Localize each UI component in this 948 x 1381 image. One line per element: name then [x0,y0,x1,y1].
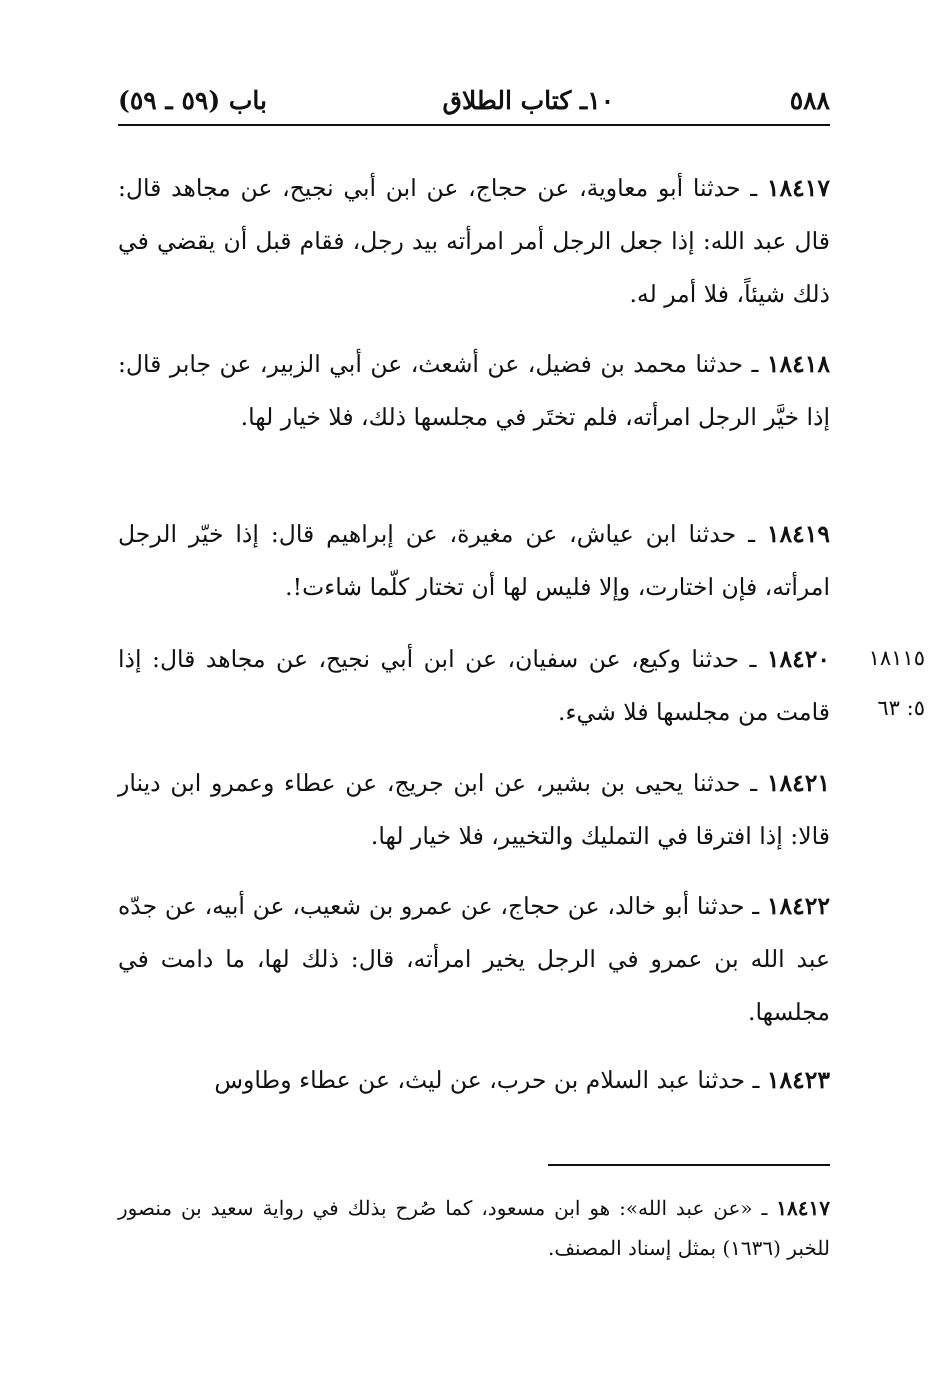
page-header [118,78,830,122]
hadith-number: ١٨٤٢٣ [766,1066,830,1094]
header-divider [118,124,830,126]
chapter-title: باب (٥٩ ـ ٥٩) [118,85,267,115]
hadith-number: ١٨٤١٨ [766,350,830,378]
hadith-text: ـ حدثنا عبد السلام بن حرب، عن ليث، عن عطاء وطاوس [214,1066,767,1094]
hadith-number: ١٨٤٢٢ [766,892,830,920]
hadith-text: ـ حدثنا محمد بن فضيل، عن أشعث، عن أبي الزبير، عن جابر قال: إذا خيَّر الرجل امرأته، فلم تختَر في مجلسها ذلك، فلا خيار لها. [118,350,830,431]
footnote-text: ـ «عن عبد الله»: هو ابن مسعود، كما صُرح بذلك في رواية سعيد بن منصور للخبر (١٦٣٦) بمثل إسناد المصنف. [118,1196,830,1260]
hadith-18423 [118,1054,830,1107]
footnote-number: ١٨٤١٧ [776,1196,830,1220]
hadith-18417 [118,162,830,321]
book-title: ١٠ـ كتاب الطلاق [442,85,615,115]
hadith-number: ١٨٤٢١ [766,769,830,797]
hadith-number: ١٨٤٢٠ [766,645,830,673]
page-number: ٥٨٨ [789,85,830,115]
hadith-text: ـ حدثنا أبو معاوية، عن حجاج، عن ابن أبي نجيح، عن مجاهد قال: قال عبد الله: إذا جعل الرجل أمر امرأته بيد رجل، فقام قبل أن يقضي في ذلك شيئاً، فلا أمر له. [118,174,830,308]
hadith-text: ـ حدثنا يحيى بن بشير، عن ابن جريج، عن عطاء وعمرو ابن دينار قالا: إذا افترقا في التمليك والتخيير، فلا خيار لها. [118,769,830,850]
margin-ref-location: ٥: ٦٣ [877,696,925,720]
hadith-18420 [118,633,830,739]
hadith-text: ـ حدثنا أبو خالد، عن حجاج، عن عمرو بن شعيب، عن أبيه، عن جدّه عبد الله بن عمرو في الرجل يخير امرأته، قال: ذلك لها، ما دامت في مجلسها. [118,892,830,1026]
footnote-divider [548,1164,830,1166]
hadith-text: ـ حدثنا ابن عياش، عن مغيرة، عن إبراهيم قال: إذا خيّر الرجل امرأته، فإن اختارت، وإلا فليس لها أن تختار كلّما شاءت!. [118,520,830,601]
hadith-number: ١٨٤١٩ [766,520,830,548]
margin-ref-number: ١٨١١٥ [868,646,925,670]
hadith-18422 [118,880,830,1039]
hadith-number: ١٨٤١٧ [766,174,830,202]
hadith-18419 [118,508,830,614]
hadith-18421 [118,757,830,863]
hadith-text: ـ حدثنا وكيع، عن سفيان، عن ابن أبي نجيح، عن مجاهد قال: إذا قامت من مجلسها فلا شيء. [118,645,830,726]
footnote [118,1188,830,1268]
hadith-18418 [118,338,830,444]
